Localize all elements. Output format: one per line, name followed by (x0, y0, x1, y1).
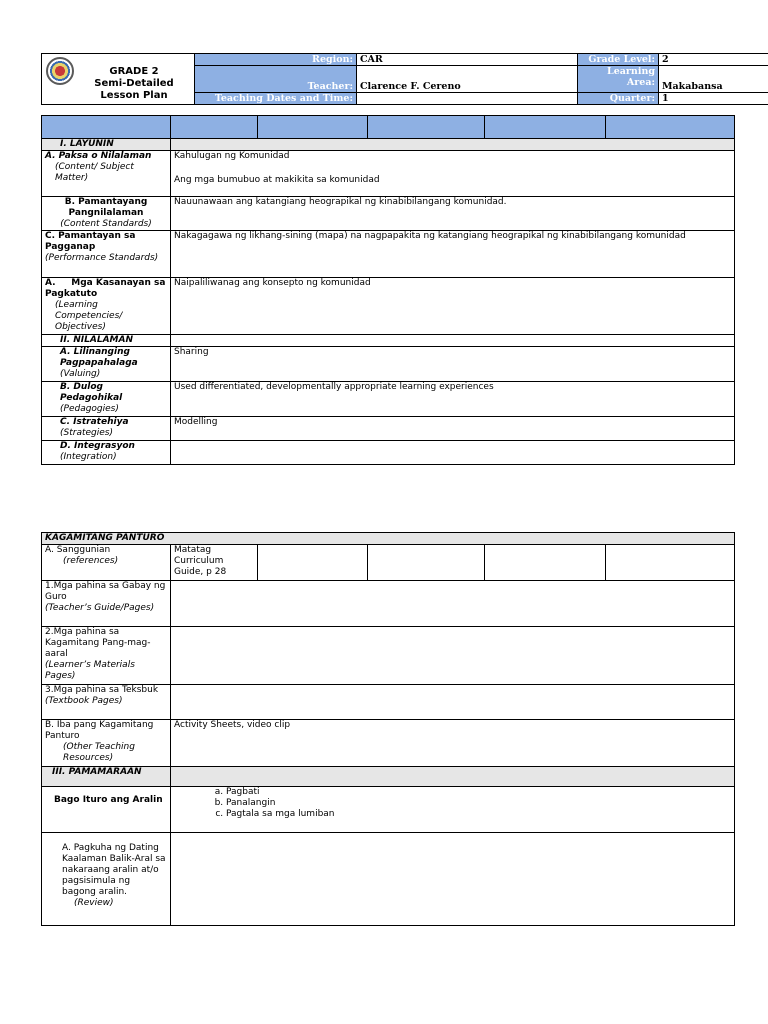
iba-label-cell: B. Iba pang Kagamitang Panturo (Other Teaching Resources) (42, 720, 171, 767)
pagganap-label-cell: C. Pamantayan sa Pagganap (Performance Standards) (42, 231, 171, 278)
plan-name: Lesson Plan (100, 90, 168, 101)
bago-label: Bago Ituro ang Aralin (42, 787, 171, 833)
school-title-cell (42, 54, 195, 105)
blue-header-row (42, 116, 735, 139)
pagkuha-label-cell: A. Pagkuha ng Dating Kaalaman Balik-Aral sa nakaraang aralin at/o pagsisimula ng bagong aralin. (Review) (42, 833, 171, 926)
region-label: Region: (195, 54, 357, 66)
sanggunian-label-cell: A. Sanggunian (references) (42, 545, 171, 581)
quarter-label: Quarter: (578, 92, 659, 105)
quarter-value: 1 (659, 92, 768, 105)
grade-level-value: 2 (659, 54, 768, 66)
paksa-text-cell: Kahulugan ng Komunidad Ang mga bumubuo at makikita sa komunidad (171, 151, 735, 197)
pamantayang-text-cell: Nauunawaan ang katangiang heograpikal ng kinabibilangang komunidad. (171, 197, 735, 231)
header-table (41, 53, 768, 105)
grade-level-label: Grade Level: (578, 54, 659, 66)
integration-text-cell (171, 441, 735, 465)
pamantayang-label-cell: B. Pamantayang Pangnilalaman (Content Standards) (42, 197, 171, 231)
kagamitan-section: KAGAMITANG PANTURO (42, 533, 735, 545)
teacher-value: Clarence F. Cereno (357, 66, 578, 92)
layunin-section: I. LAYUNIN (42, 139, 171, 151)
pedagogy-label-cell: B. Dulog Pedagohikal (Pedagogies) (42, 382, 171, 417)
iba-text-cell: Activity Sheets, video clip (171, 720, 735, 767)
plan-type: Semi-Detailed (94, 78, 174, 89)
valuing-label-cell: A. Lilinanging Pagpapahalaga (Valuing) (42, 347, 171, 382)
learner-label-cell: 2.Mga pahina sa Kagamitang Pang-mag-aaral (Learner’s Materials Pages) (42, 627, 171, 685)
kasanayan-label-cell: A. Mga Kasanayan sa Pagkatuto (Learning Competencies/ Objectives) (42, 278, 171, 335)
grade-title: GRADE 2 (109, 66, 159, 77)
dates-value (357, 92, 578, 105)
kasanayan-text-cell: Naipaliliwanag ang konsepto ng komunidad (171, 278, 735, 335)
bago-item: b. Panalangin (226, 798, 731, 809)
paksa-label-cell: A. Paksa o Nilalaman (Content/ Subject Matter) (42, 151, 171, 197)
nilalaman-section: II. NILALAMAN (42, 335, 171, 347)
materials-table (41, 532, 735, 926)
sanggunian-text-cell: Matatag Curriculum Guide, p 28 (171, 545, 258, 581)
pamamaraan-section: III. PAMAMARAAN (42, 767, 171, 787)
dates-label: Teaching Dates and Time: (195, 92, 357, 105)
region-value: CAR (357, 54, 578, 66)
bago-item: a. Pagbati (226, 787, 731, 798)
teksbuk-label-cell: 3.Mga pahina sa Teksbuk (Textbook Pages) (42, 685, 171, 720)
gabay-label-cell: 1.Mga pahina sa Gabay ng Guro (Teacher’s Guide/Pages) (42, 581, 171, 627)
pedagogy-text-cell: Used differentiated, developmentally appropriate learning experiences (171, 382, 735, 417)
pagganap-text-cell: Nakagagawa ng likhang-sining (mapa) na nagpapakita ng katangiang heograpikal ng kinabibilangang komunidad (171, 231, 735, 278)
integration-label-cell: D. Integrasyon (Integration) (42, 441, 171, 465)
teacher-label: Teacher: (195, 66, 357, 92)
learning-area-value: Makabansa (659, 66, 768, 92)
strategy-label-cell: C. Istratehiya (Strategies) (42, 417, 171, 441)
valuing-text-cell: Sharing (171, 347, 735, 382)
objectives-table (41, 115, 735, 465)
bago-list-cell (171, 787, 735, 833)
strategy-text-cell: Modelling (171, 417, 735, 441)
learning-area-label: Learning Area: (578, 66, 659, 92)
deped-seal-icon (46, 57, 74, 85)
bago-item: c. Pagtala sa mga lumiban (226, 809, 731, 820)
